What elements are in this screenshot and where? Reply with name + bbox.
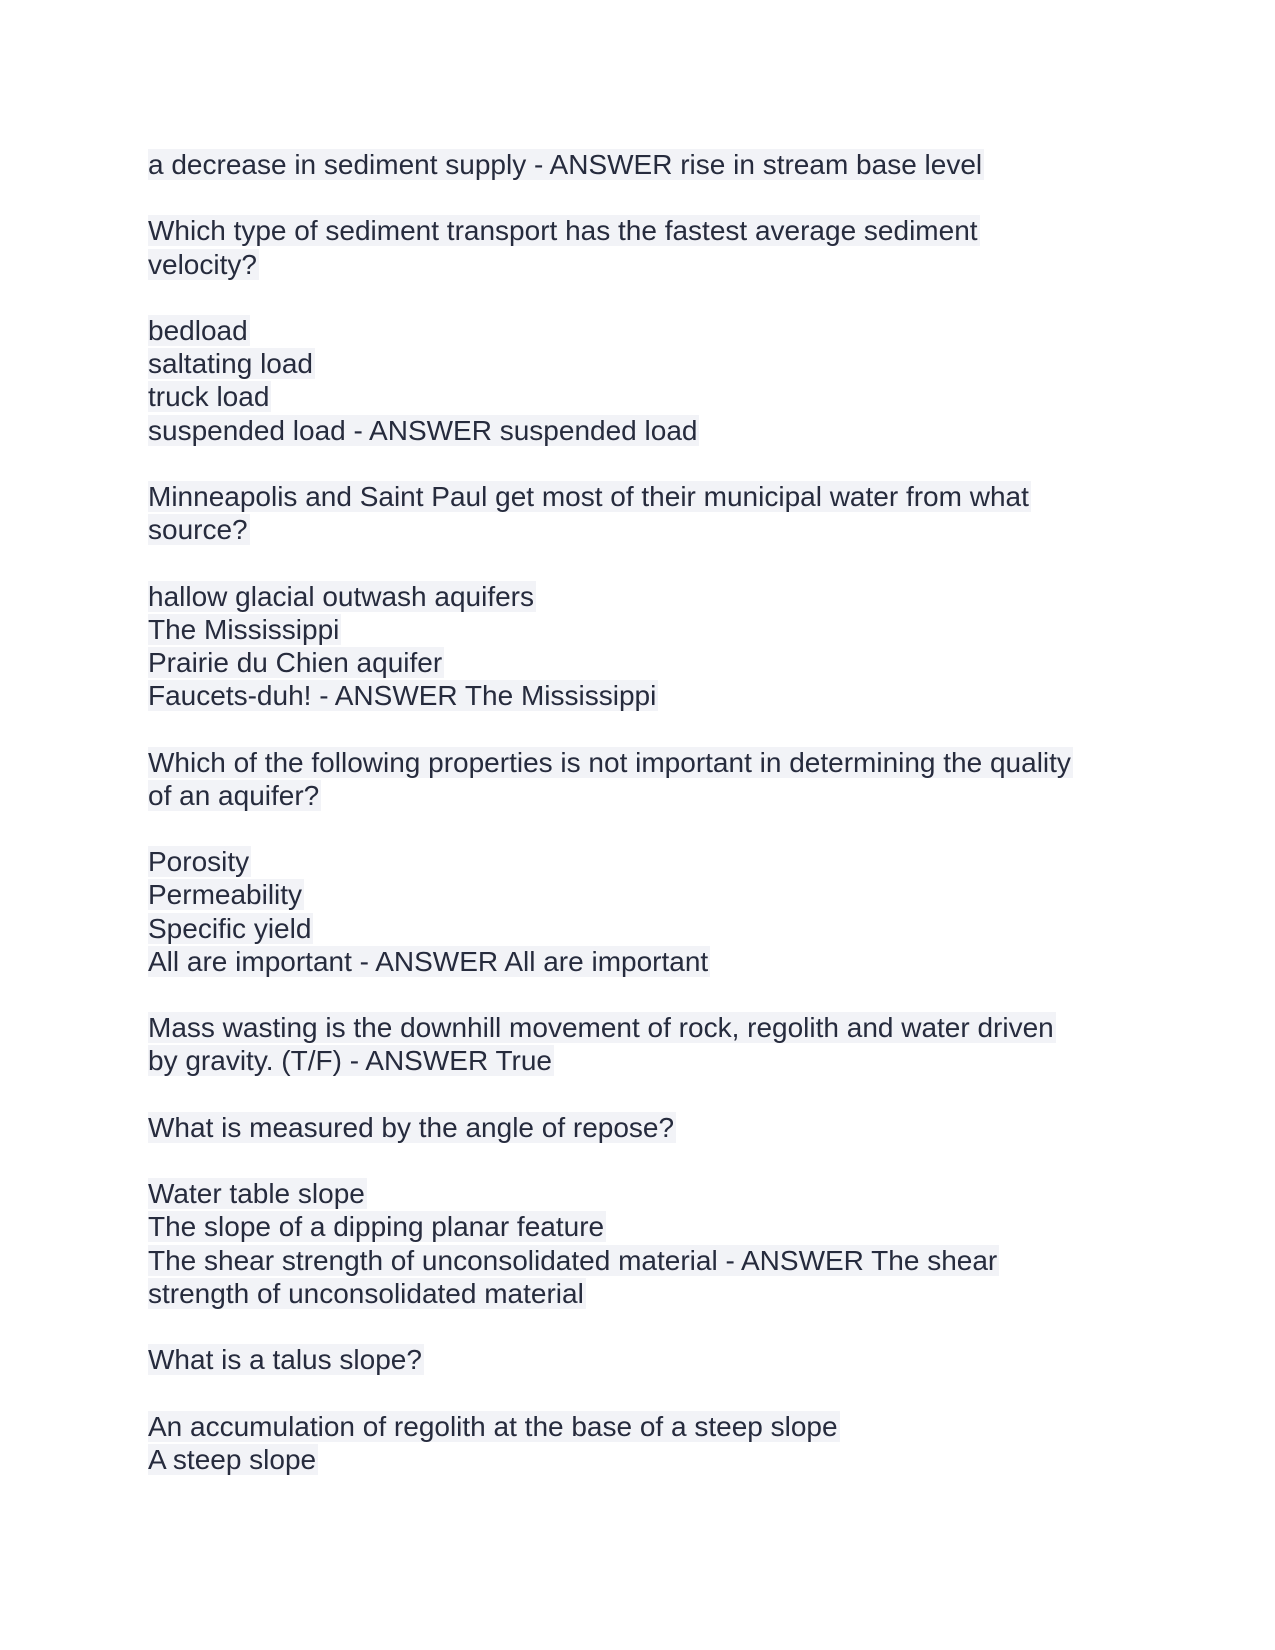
- option-line: suspended load - ANSWER suspended load: [148, 414, 698, 446]
- option-line: Faucets-duh! - ANSWER The Mississippi: [148, 680, 657, 712]
- option-line: An accumulation of regolith at the base of a steep slope: [148, 1410, 838, 1442]
- options-block: [148, 580, 1148, 713]
- text-line: by gravity. (T/F) - ANSWER True: [148, 1045, 552, 1077]
- text-line: a decrease in sediment supply - ANSWER rise in stream base level: [148, 149, 983, 180]
- question-block: [148, 1011, 1148, 1077]
- option-line: Water table slope: [148, 1178, 365, 1210]
- option-line: The shear strength of unconsolidated material - ANSWER The shear: [148, 1244, 998, 1276]
- options-block: [148, 314, 1148, 447]
- question-block: [148, 480, 1148, 546]
- text-line: Mass wasting is the downhill movement of rock, regolith and water driven: [148, 1012, 1054, 1044]
- text-line: of an aquifer?: [148, 779, 320, 811]
- option-line: truck load: [148, 381, 270, 413]
- text-line: What is a talus slope?: [148, 1344, 422, 1376]
- option-line: The slope of a dipping planar feature: [148, 1211, 605, 1243]
- option-line: Specific yield: [148, 912, 312, 944]
- text-line: Which type of sediment transport has the fastest average sediment: [148, 215, 978, 247]
- question-block: [148, 1111, 1148, 1144]
- text-block: [148, 148, 1148, 181]
- option-line: The Mississippi: [148, 613, 340, 645]
- option-line: Prairie du Chien aquifer: [148, 646, 443, 678]
- option-line: strength of unconsolidated material: [148, 1277, 584, 1309]
- option-line: All are important - ANSWER All are important: [148, 945, 709, 977]
- options-block: [148, 1177, 1148, 1310]
- option-line: bedload: [148, 314, 248, 346]
- question-block: [148, 214, 1148, 280]
- document-content: [148, 148, 1148, 1509]
- options-block: [148, 1410, 1148, 1476]
- text-line: Minneapolis and Saint Paul get most of their municipal water from what: [148, 480, 1029, 512]
- option-line: saltating load: [148, 348, 314, 380]
- question-block: [148, 1343, 1148, 1376]
- text-line: velocity?: [148, 248, 257, 280]
- options-block: [148, 845, 1148, 978]
- text-line: source?: [148, 514, 248, 546]
- text-line: What is measured by the angle of repose?: [148, 1111, 675, 1143]
- option-line: Porosity: [148, 846, 250, 878]
- text-line: Which of the following properties is not important in determining the quality: [148, 746, 1071, 778]
- option-line: Permeability: [148, 879, 303, 911]
- option-line: A steep slope: [148, 1443, 317, 1475]
- option-line: hallow glacial outwash aquifers: [148, 580, 534, 612]
- question-block: [148, 746, 1148, 812]
